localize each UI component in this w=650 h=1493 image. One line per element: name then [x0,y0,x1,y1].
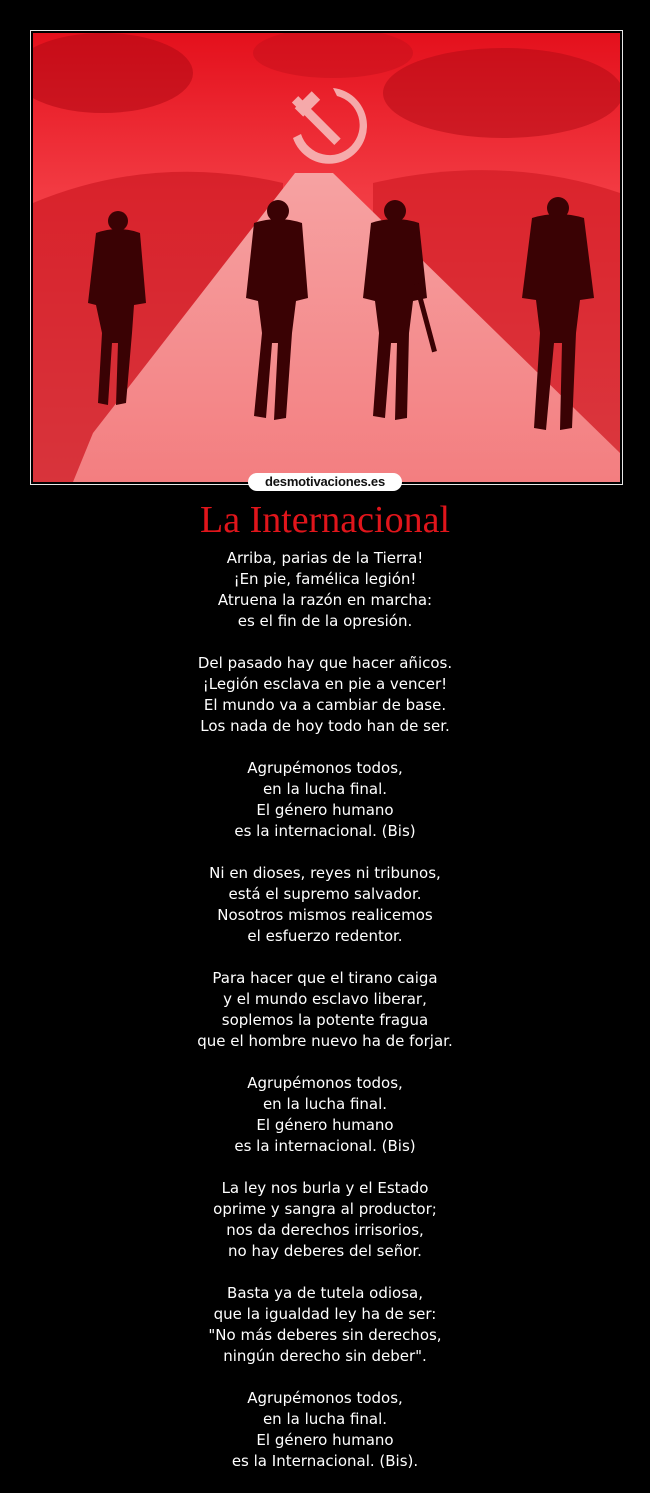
poster-frame [30,30,623,485]
poem-stanza [0,1388,650,1472]
poem-line: Del pasado hay que hacer añicos. [197,654,453,672]
poem-line: es la Internacional. (Bis). [231,1452,419,1470]
poem-line: Ni en dioses, reyes ni tribunos, [209,864,441,882]
poem-line: El mundo va a cambiar de base. [203,696,447,714]
poem-line: el esfuerzo redentor. [247,927,403,945]
poem-line: y el mundo esclavo liberar, [223,990,427,1008]
poem-line: que la igualdad ley ha de ser: [213,1305,437,1323]
poem-line: soplemos la potente fragua [221,1011,429,1029]
poem-line: ¡Legión esclava en pie a vencer! [202,675,448,693]
poem-stanza [0,653,650,737]
poem-line: Arriba, parias de la Tierra! [226,549,424,567]
poem-line: en la lucha final. [262,1095,388,1113]
poem-line: ¡En pie, famélica legión! [233,570,417,588]
soldiers-road-illustration [33,33,620,482]
poem-stanza [0,548,650,632]
poem-stanza [0,1178,650,1262]
poem-line: que el hombre nuevo ha de forjar. [197,1032,453,1050]
poem-line: El género humano [256,801,394,819]
poem-line: es la internacional. (Bis) [234,1137,416,1155]
poem-line: Nosotros mismos realicemos [217,906,433,924]
poem-text [0,548,650,1493]
poem-line: Para hacer que el tirano caiga [212,969,438,987]
poem-stanza [0,1283,650,1367]
poem-line: Los nada de hoy todo han de ser. [200,717,450,735]
poem-line: está el supremo salvador. [228,885,422,903]
poem-line: no hay deberes del señor. [228,1242,422,1260]
poem-line: Basta ya de tutela odiosa, [227,1284,423,1302]
poem-stanza [0,968,650,1052]
poem-line: La ley nos burla y el Estado [221,1179,429,1197]
poster-title: La Internacional [199,499,451,541]
poem-line: en la lucha final. [262,780,388,798]
poem-line: Agrupémonos todos, [247,1074,403,1092]
poem-line: El género humano [256,1116,394,1134]
poster-image [33,33,620,482]
poem-stanza [0,758,650,842]
poem-line: ningún derecho sin deber". [223,1347,427,1365]
poem-line: es la internacional. (Bis) [234,822,416,840]
desmotivaciones-logo[interactable]: desmotivaciones.es [248,473,402,491]
poem-line: El género humano [256,1431,394,1449]
poem-stanza [0,1073,650,1157]
poem-stanza [0,863,650,947]
poem-line: es el fin de la opresión. [237,612,413,630]
poem-line: Agrupémonos todos, [247,759,403,777]
poem-line: en la lucha final. [262,1410,388,1428]
poem-line: oprime y sangra al productor; [213,1200,437,1218]
poem-line: "No más deberes sin derechos, [208,1326,442,1344]
poem-line: Atruena la razón en marcha: [217,591,433,609]
poem-line: Agrupémonos todos, [247,1389,403,1407]
poem-line: nos da derechos irrisorios, [226,1221,424,1239]
